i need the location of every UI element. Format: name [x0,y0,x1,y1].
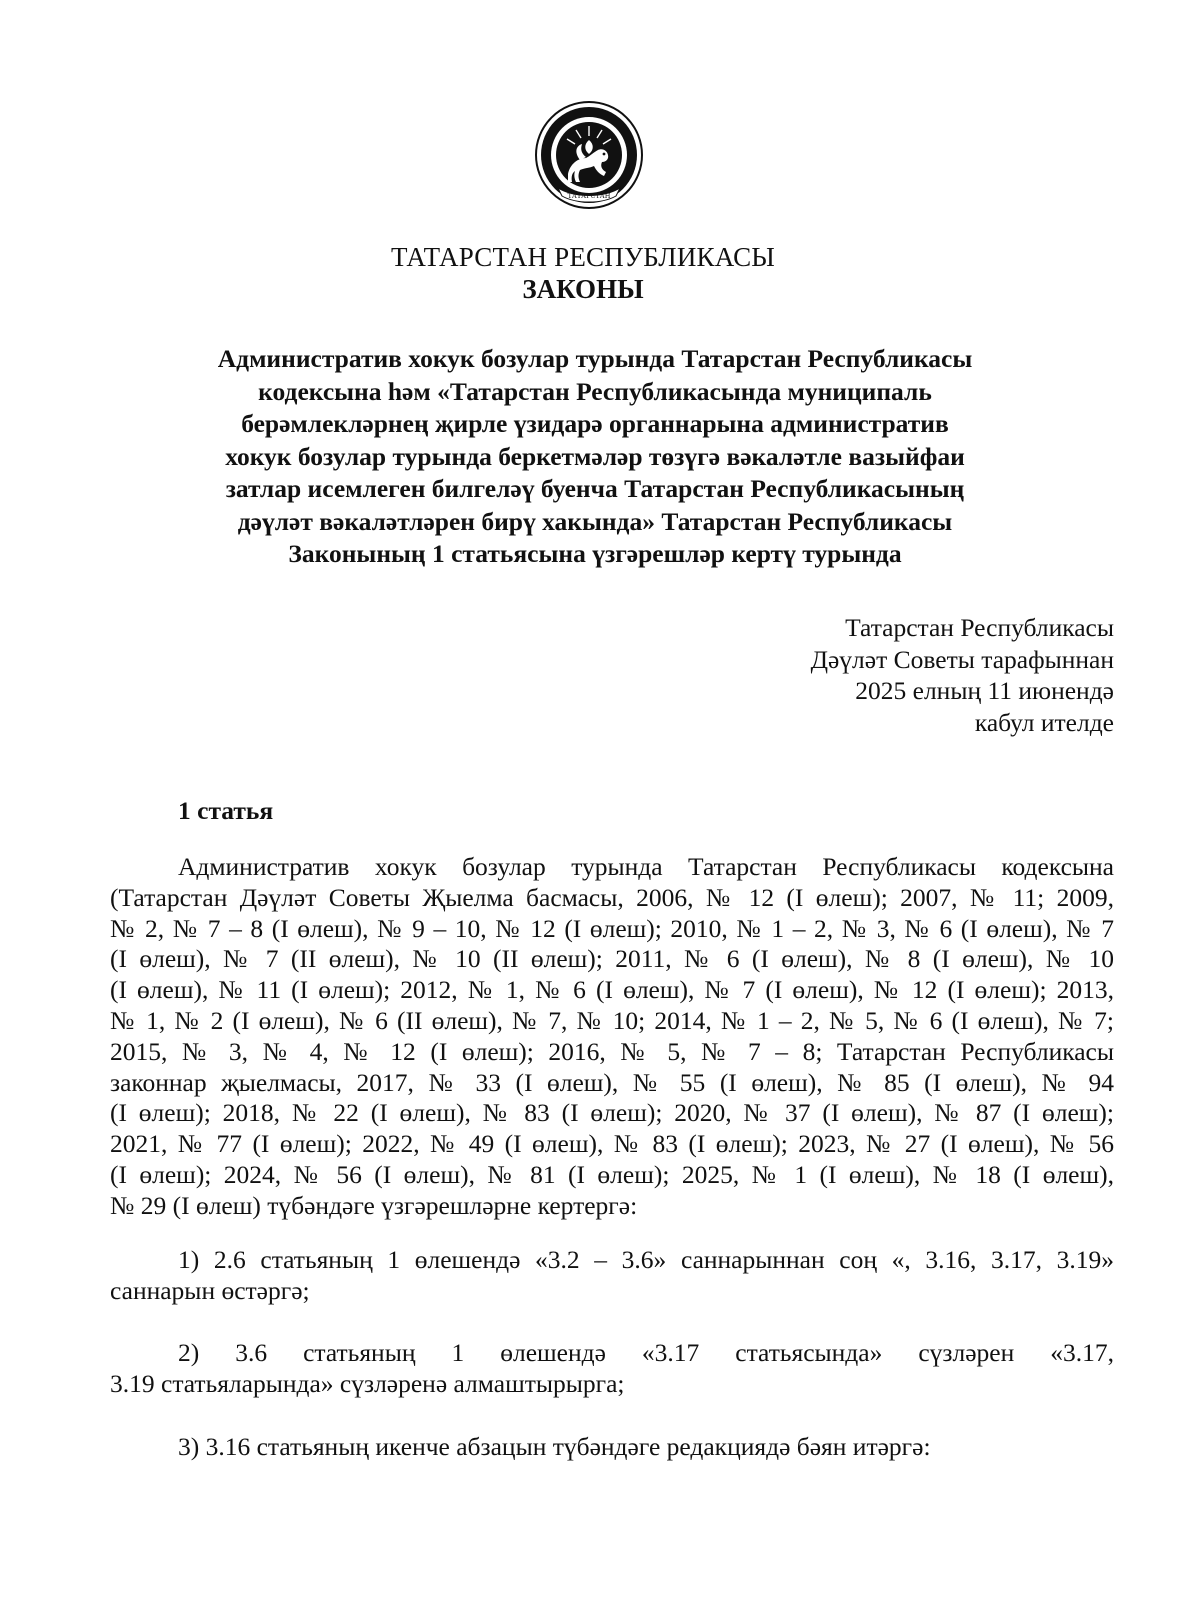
list-item-line: саннарын өстәргә; [110,1275,310,1305]
republic-name: ТАТАРСТАН РЕСПУБЛИКАСЫ [390,242,776,272]
law-title-line: затлар исемлеген билгеләү буенча Татарстан Республикасының [225,474,965,503]
law-title-line: Законының 1 статьясына үзгәрешләр кертү турында [288,539,902,568]
article-heading: 1 статья [178,796,274,825]
adoption-note [811,612,1114,738]
adoption-line: Татарстан Республикасы [845,613,1114,642]
paragraph-line: Административ хокук бозулар турында Татарстан Республикасы кодексына [178,852,1114,881]
paragraph-line: № 2, № 7 – 8 (I өлеш), № 9 – 10, № 12 (I өлеш); 2010, № 1 – 2, № 3, № 6 (I өлеш), № 7 [110,913,1114,943]
paragraph-line: № 29 (I өлеш) түбәндәге үзгәрешләрне кертергә: [110,1190,638,1220]
law-title [150,343,1040,571]
list-item-line: 2) 3.6 статьяның 1 өлешендә «3.17 статьясында» сүзләрен «3.17, [178,1338,1114,1367]
paragraph-line: (I өлеш); 2024, № 56 (I өлеш), № 81 (I өлеш); 2025, № 1 (I өлеш), № 18 (I өлеш), [110,1159,1114,1189]
list-item [110,1338,1114,1400]
document-type: ЗАКОНЫ [522,274,644,304]
law-title-line: хокук бозулар турында беркетмәләр төзүгә вәкаләтле вазыйфаи [225,441,965,471]
law-title-line: Административ хокук бозулар турында Татарстан Республикасы [217,344,973,373]
law-title-line: кодексына һәм «Татарстан Республикасында муниципаль [258,376,932,406]
paragraph-line: (Татарстан Дәүләт Советы Җыелма басмасы, 2006, № 12 (I өлеш); 2007, № 11; 2009, [110,882,1114,912]
adoption-line: 2025 елның 11 июнендә [855,676,1114,705]
list-item [110,1245,1114,1307]
list-item-line: 1) 2.6 статьяның 1 өлешендә «3.2 – 3.6» саннарыннан соң «, 3.16, 3.17, 3.19» [178,1245,1114,1274]
paragraph-line: (I өлеш); 2018, № 22 (I өлеш), № 83 (I өлеш); 2020, № 37 (I өлеш), № 87 (I өлеш); [110,1098,1114,1128]
article-paragraph [110,852,1114,1222]
adoption-line: кабул ителде [974,707,1114,737]
list-item [110,1432,1114,1463]
paragraph-line: 2015, № 3, № 4, № 12 (I өлеш); 2016, № 5, № 7 – 8; Татарстан Республикасы [110,1036,1114,1066]
tatarstan-coat-of-arms-icon [534,100,644,210]
paragraph-line: законнар җыелмасы, 2017, № 33 (I өлеш), № 55 (I өлеш), № 85 (I өлеш), № 94 [110,1067,1114,1097]
paragraph-line: 2021, № 77 (I өлеш); 2022, № 49 (I өлеш), № 83 (I өлеш); 2023, № 27 (I өлеш), № 56 [110,1129,1114,1159]
list-item-line: 3.19 статьяларында» сүзләренә алмаштырырга; [110,1368,625,1398]
paragraph-line: (I өлеш), № 11 (I өлеш); 2012, № 1, № 6 (I өлеш), № 7 (I өлеш), № 12 (I өлеш); 2013, [110,975,1114,1005]
list-item-line: 3) 3.16 статьяның икенче абзацын түбәндәге редакциядә бәян итәргә: [178,1432,931,1461]
law-title-line: берәмлекләрнең җирле үзидарә органнарына административ [241,409,949,438]
adoption-line: Дәүләт Советы тарафыннан [810,644,1114,674]
emblem-caption: ТАТАРСТАН [567,192,611,200]
paragraph-line: № 1, № 2 (I өлеш), № 6 (II өлеш), № 7, № 10; 2014, № 1 – 2, № 5, № 6 (I өлеш), № 7; [110,1005,1114,1035]
law-title-line: дәүләт вәкаләтләрен бирү хакында» Татарстан Республикасы [237,506,953,536]
paragraph-line: (I өлеш), № 7 (II өлеш), № 10 (II өлеш); 2011, № 6 (I өлеш), № 8 (I өлеш), № 10 [110,944,1114,974]
